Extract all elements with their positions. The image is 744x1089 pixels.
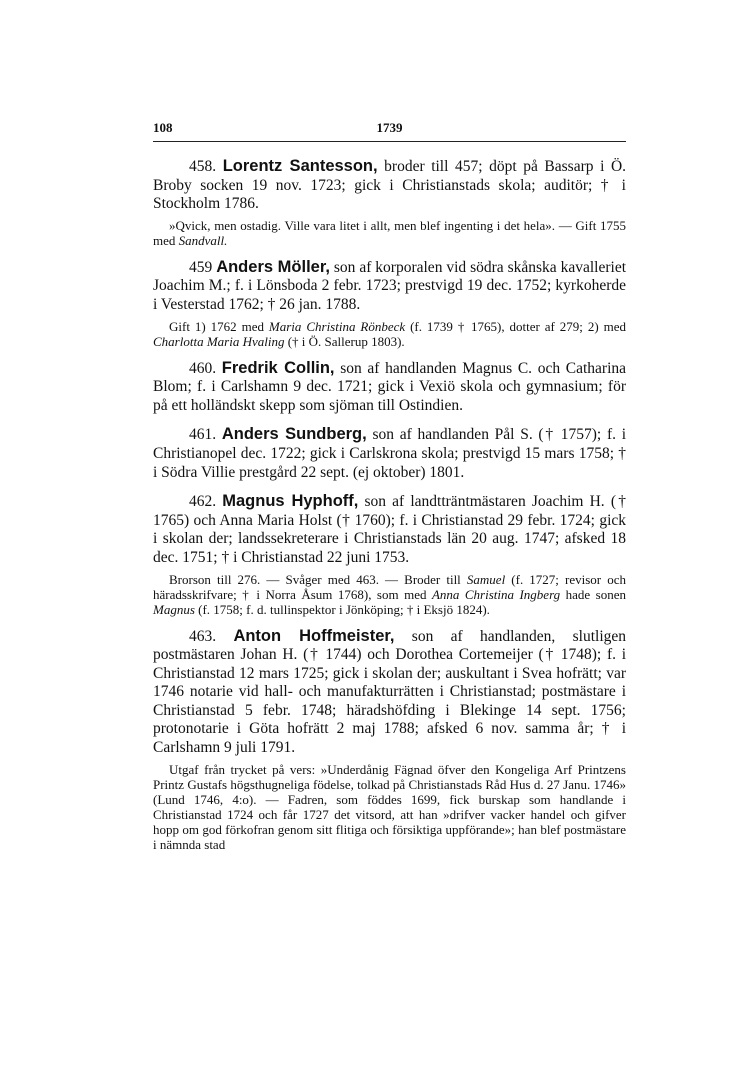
entry-name: Anton Hoffmeister, <box>233 626 395 645</box>
entry-note <box>153 762 626 852</box>
entry-number: 460. <box>189 359 217 377</box>
entry-note <box>153 218 626 248</box>
entry-body: son af handlanden Magnus C. och Catharina Blom; f. i Carlshamn 9 dec. 1721; gick i Vexiö skola och gymnasium; för på ett holländskt skepp som sjöman till Ostindien. <box>153 359 627 414</box>
note-italic-name: Charlotta Maria Hvaling <box>153 333 285 349</box>
note-text: (f. 1758; f. d. tullinspektor i Jönköping; † i Eksjö 1824). <box>194 601 490 617</box>
entry-name: Lorentz Santesson, <box>222 157 378 175</box>
note-italic-name: Maria Christina Rönbeck <box>268 318 406 334</box>
note-text: hade sonen <box>560 586 627 602</box>
note-italic-name: Samuel <box>466 571 506 587</box>
biography-entry <box>153 157 626 248</box>
entry-text <box>153 258 626 315</box>
entry-number: 463. <box>189 627 217 645</box>
entry-name: Anders Sundberg, <box>221 425 367 444</box>
note-italic-name: Magnus <box>153 601 195 617</box>
entry-note <box>153 319 626 349</box>
entry-text <box>153 359 626 416</box>
entry-number: 462. <box>189 493 217 511</box>
entry-number: 461. <box>189 426 217 444</box>
entry-text <box>153 425 626 482</box>
entry-text <box>153 157 626 214</box>
entry-number: 459 <box>189 258 213 276</box>
entries-list <box>153 157 626 852</box>
entry-number: 458. <box>189 158 217 175</box>
entry-name: Fredrik Collin, <box>221 358 335 377</box>
biography-entry <box>153 627 626 852</box>
entry-text <box>153 492 626 567</box>
biography-entry <box>153 359 626 416</box>
note-text: »Qvick, men ostadig. Ville vara litet i allt, men blef ingenting i det hela». — Gift 1755 med <box>153 217 626 248</box>
running-head-year: 1739 <box>376 120 403 135</box>
entry-body: broder till 457; döpt på Bassarp i Ö. Broby socken 19 nov. 1723; gick i Christianstads skola; auditör; † i Stockholm 1786. <box>153 158 627 213</box>
biography-entry <box>153 492 626 616</box>
entry-name: Anders Möller, <box>216 257 330 276</box>
entry-name: Magnus Hyphoff, <box>222 492 359 511</box>
note-italic-name: Sandvall. <box>178 232 228 248</box>
entry-body: son af landtträntmästaren Joachim H. († 1765) och Anna Maria Holst († 1760); f. i Christianstad 29 febr. 1724; gick i skolan der; landssekreterare i Christianstads län 20 aug. 1747; afsked 18 dec. 1751; † i Christianstad 22 juni 1753. <box>153 493 626 566</box>
biography-entry <box>153 425 626 482</box>
note-text: (f. 1739 † 1765), dotter af 279; 2) med <box>405 318 626 334</box>
biography-entry <box>153 258 626 349</box>
page-number: 108 <box>153 120 173 135</box>
header-rule <box>153 141 626 142</box>
entry-body: son af handlanden, slutligen postmästaren Johan H. († 1744) och Dorothea Cortemeijer († 1748); f. i Christianstad 12 mars 1725; gick i skolan der; auskultant i Svea hofrätt; var 1746 notarie vid hall- och manufakturrätten i Christianstad; postmästare i Christianstad 5 febr. 1748; häradshöfding i Blekinge 14 sept. 1756; protonotarie i Göta hofrätt 2 maj 1788; afsked 6 nov. samma år; † i Carlshamn 9 juli 1791. <box>153 627 626 757</box>
running-header <box>153 120 626 140</box>
entry-body: son af korporalen vid södra skånska kavalleriet Joachim M.; f. i Lönsboda 2 febr. 1723; prestvigd 19 dec. 1752; kyrkoherde i Vesterstad 1762; † 26 jan. 1788. <box>153 258 627 313</box>
entry-text <box>153 627 626 758</box>
note-text: († i Ö. Sallerup 1803). <box>284 333 405 349</box>
note-italic-name: Anna Christina Ingberg <box>431 586 561 602</box>
note-text: Gift 1) 1762 med <box>169 318 269 334</box>
note-text: Utgaf från trycket på vers: »Underdånig Fägnad öfver den Kongeliga Arf Printzens Printz Gustafs högsthugneliga födelse, tolkad på Christianstads Råd Hus d. 27 Janu. 1746» (Lund 1746, 4:o). — Fadren, som föddes 1699, fick burskap som handlande i Christianstad 1724 och får 1727 det vitsord, att han »drifver vacker handel och gifver hopp om god förkofran genom sitt flitiga och försiktiga uppförande»; han blef postmästare i nämnda stad <box>153 761 626 852</box>
note-text: Brorson till 276. — Svåger med 463. — Broder till <box>169 571 467 587</box>
note-text: (f. 1727; revisor och häradsskrifvare; † i Norra Åsum 1768), som med <box>153 571 626 602</box>
entry-note <box>153 572 626 617</box>
entry-body: son af handlanden Pål S. († 1757); f. i Christianopel dec. 1722; gick i Carlskrona skola; prestvigd 15 mars 1758; † i Södra Villie prestgård 22 sept. (ej oktober) 1801. <box>153 426 627 481</box>
